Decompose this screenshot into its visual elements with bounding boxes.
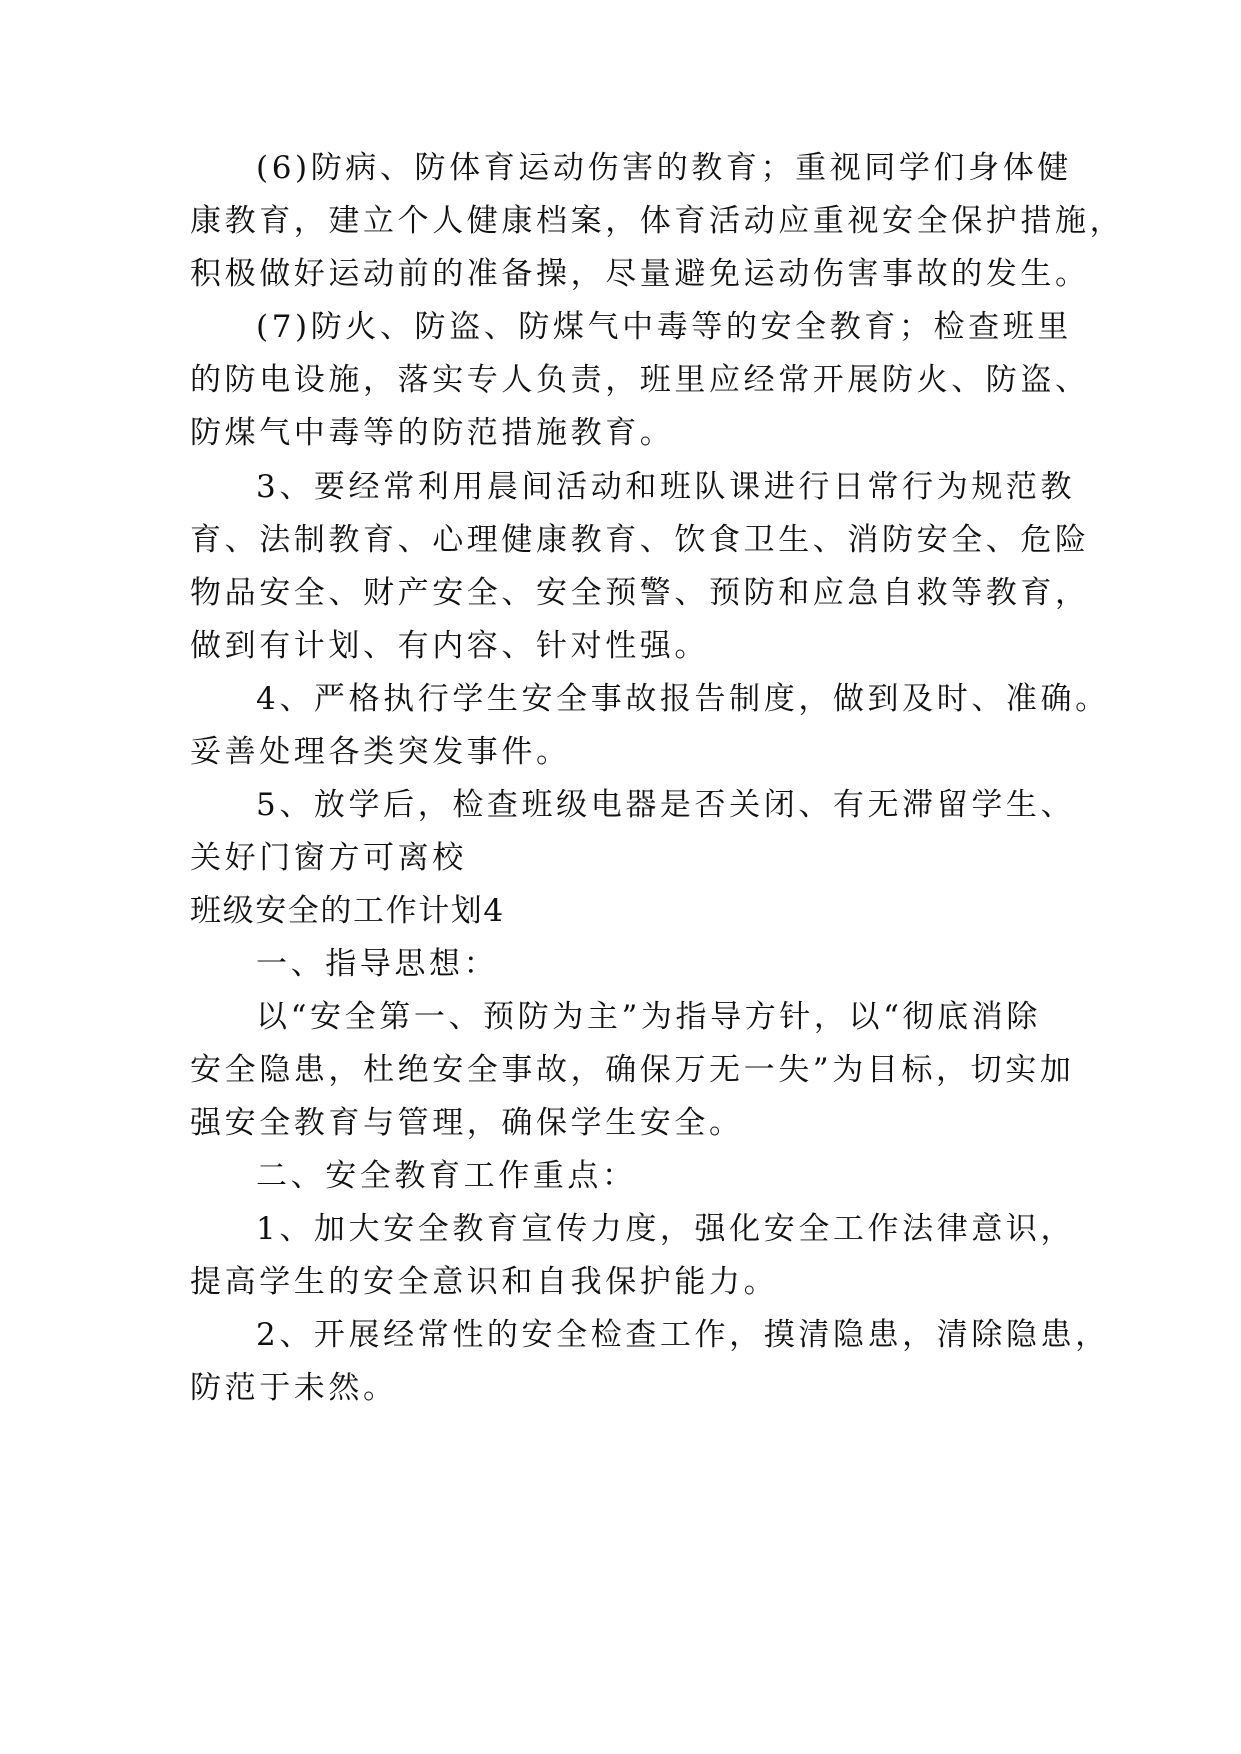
paragraph-item-6-line-1: (6)防病、防体育运动伤害的教育；重视同学们身体健 (256, 150, 1072, 186)
paragraph-guiding-ideology-line-3: 强安全教育与管理，确保学生安全。 (190, 1105, 744, 1141)
paragraph-guiding-ideology-line-2: 安全隐患，杜绝安全事故，确保万无一失”为目标，切实加 (190, 1052, 1075, 1088)
paragraph-key-point-2-line-2: 防范于未然。 (190, 1370, 398, 1406)
paragraph-item-7-line-2: 的防电设施，落实专人负责，班里应经常开展防火、防盗、 (190, 362, 1090, 398)
heading-guiding-ideology: 一、指导思想： (256, 946, 499, 982)
paragraph-item-7-line-1: (7)防火、防盗、防煤气中毒等的安全教育；检查班里 (256, 309, 1072, 345)
section-title: 班级安全的工作计划4 (190, 893, 505, 929)
paragraph-item-4-line-2: 妥善处理各类突发事件。 (190, 734, 571, 770)
paragraph-item-5-line-1: 5、放学后，检查班级电器是否关闭、有无滞留学生、 (256, 787, 1076, 823)
paragraph-item-7-line-3: 防煤气中毒等的防范措施教育。 (190, 415, 675, 451)
paragraph-guiding-ideology-line-1: 以“安全第一、预防为主”为指导方针，以“彻底消除 (256, 999, 1041, 1035)
paragraph-item-3-line-1: 3、要经常利用晨间活动和班队课进行日常行为规范教 (256, 469, 1076, 505)
paragraph-key-point-2-line-1: 2、开展经常性的安全检查工作，摸清隐患，清除隐患， (256, 1317, 1110, 1353)
paragraph-key-point-1-line-1: 1、加大安全教育宣传力度，强化安全工作法律意识， (256, 1211, 1076, 1247)
paragraph-item-3-line-4: 做到有计划、有内容、针对性强。 (190, 628, 709, 664)
paragraph-item-4-line-1: 4、严格执行学生安全事故报告制度，做到及时、准确。 (256, 681, 1110, 717)
paragraph-item-3-line-3: 物品安全、财产安全、安全预警、预防和应急自救等教育， (190, 575, 1090, 611)
paragraph-item-6-line-3: 积极做好运动前的准备操，尽量避免运动伤害事故的发生。 (190, 256, 1090, 292)
paragraph-key-point-1-line-2: 提高学生的安全意识和自我保护能力。 (190, 1264, 779, 1300)
paragraph-item-3-line-2: 育、法制教育、心理健康教育、饮食卫生、消防安全、危险 (190, 522, 1090, 558)
heading-key-points: 二、安全教育工作重点： (256, 1158, 637, 1194)
paragraph-item-6-line-2: 康教育，建立个人健康档案，体育活动应重视安全保护措施， (190, 203, 1125, 239)
paragraph-item-5-line-2: 关好门窗方可离校 (190, 840, 467, 876)
